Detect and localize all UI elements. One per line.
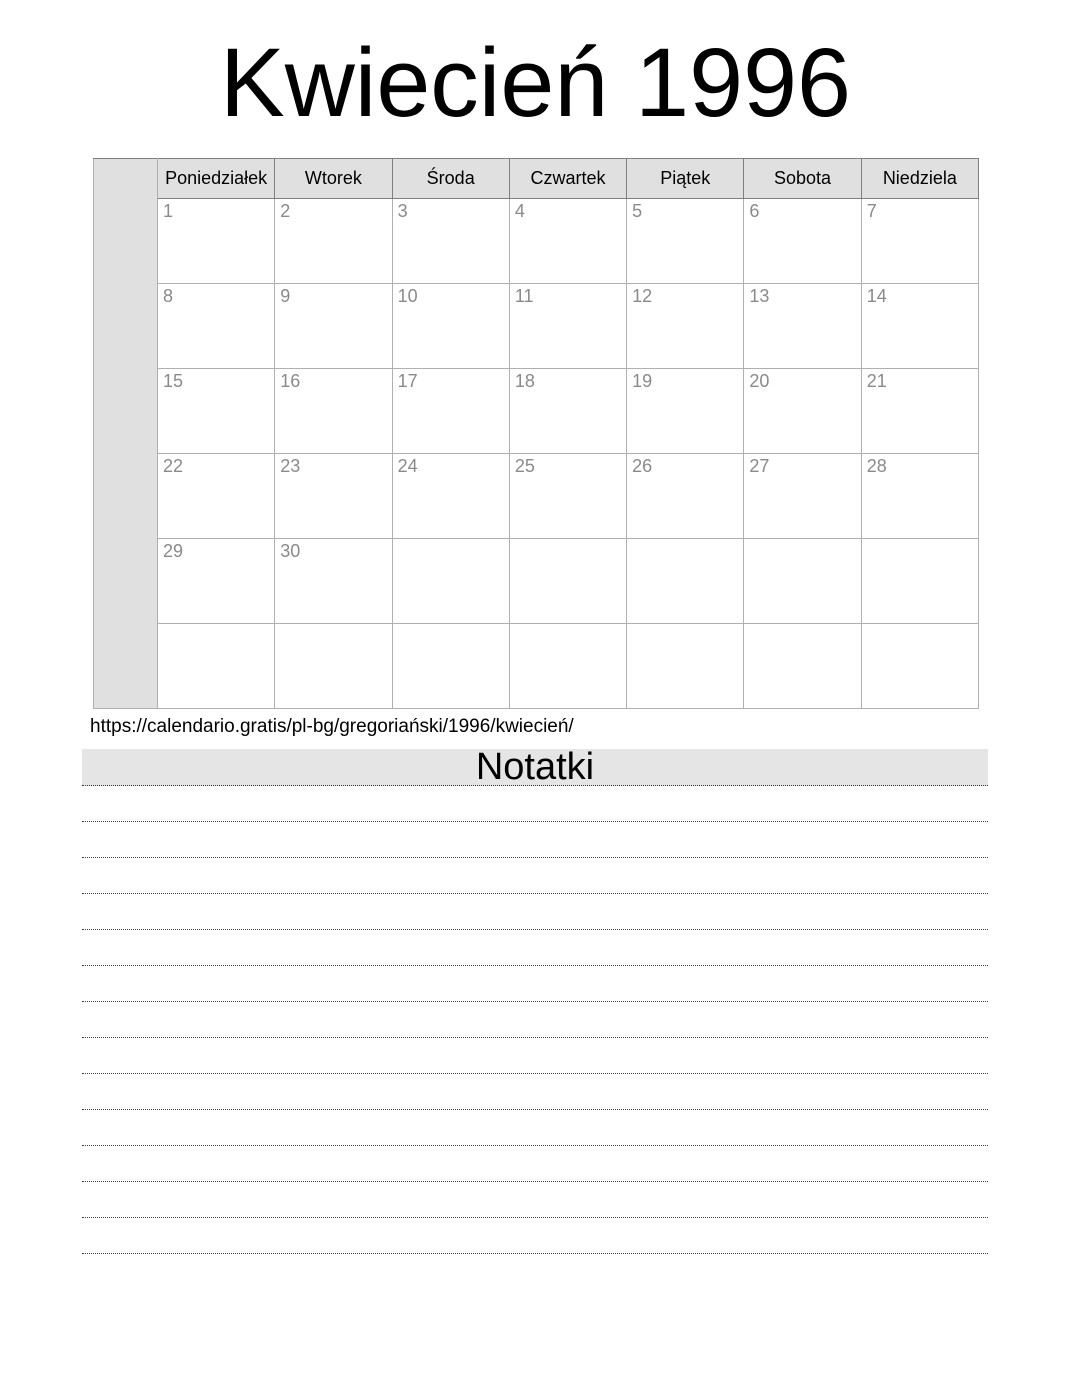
day-cell: 30 (275, 539, 392, 624)
week-row (94, 454, 979, 539)
day-cell: 9 (275, 284, 392, 369)
weekday-header-tuesday: Wtorek (275, 159, 392, 199)
day-cell: 5 (627, 199, 744, 284)
note-line (82, 786, 988, 822)
note-line (82, 1002, 988, 1038)
day-cell (275, 624, 392, 709)
week-row (94, 284, 979, 369)
source-url: https://calendario.gratis/pl-bg/gregoriański/1996/kwiecień/ (90, 716, 574, 737)
weekday-header-saturday: Sobota (744, 159, 861, 199)
calendar-table (93, 158, 979, 709)
day-cell (744, 539, 861, 624)
notes-title: Notatki (475, 746, 595, 788)
weekday-header-sunday: Niedziela (861, 159, 978, 199)
day-cell: 27 (744, 454, 861, 539)
week-row (94, 199, 979, 284)
day-cell: 25 (509, 454, 626, 539)
day-cell: 24 (392, 454, 509, 539)
day-cell: 13 (744, 284, 861, 369)
day-cell: 1 (158, 199, 275, 284)
note-line (82, 1110, 988, 1146)
note-line (82, 858, 988, 894)
day-cell: 8 (158, 284, 275, 369)
note-line (82, 1182, 988, 1218)
day-cell: 14 (861, 284, 978, 369)
weekday-header-monday: Poniedziałek (158, 159, 275, 199)
day-cell (158, 624, 275, 709)
day-cell: 17 (392, 369, 509, 454)
note-line (82, 1146, 988, 1182)
day-cell (627, 624, 744, 709)
week-row (94, 539, 979, 624)
day-cell (627, 539, 744, 624)
weekday-header-row (94, 159, 979, 199)
note-line (82, 966, 988, 1002)
day-cell: 23 (275, 454, 392, 539)
note-line (82, 1074, 988, 1110)
week-row (94, 369, 979, 454)
note-lines (82, 786, 988, 1254)
day-cell: 3 (392, 199, 509, 284)
notes-section (82, 746, 988, 1254)
day-cell: 10 (392, 284, 509, 369)
day-cell (392, 624, 509, 709)
day-cell: 11 (509, 284, 626, 369)
day-cell: 20 (744, 369, 861, 454)
day-cell: 12 (627, 284, 744, 369)
note-line (82, 894, 988, 930)
day-cell (861, 624, 978, 709)
day-cell: 18 (509, 369, 626, 454)
day-cell (392, 539, 509, 624)
day-cell: 28 (861, 454, 978, 539)
weekday-header-thursday: Czwartek (509, 159, 626, 199)
day-cell (509, 624, 626, 709)
day-cell (509, 539, 626, 624)
day-cell (861, 539, 978, 624)
day-cell: 21 (861, 369, 978, 454)
day-cell: 7 (861, 199, 978, 284)
weekday-header-wednesday: Środa (392, 159, 509, 199)
day-cell: 29 (158, 539, 275, 624)
week-side-column (94, 159, 158, 709)
week-row (94, 624, 979, 709)
notes-title-bar (82, 746, 988, 788)
day-cell: 22 (158, 454, 275, 539)
day-cell: 6 (744, 199, 861, 284)
note-line (82, 1038, 988, 1074)
day-cell: 15 (158, 369, 275, 454)
note-line (82, 930, 988, 966)
day-cell: 19 (627, 369, 744, 454)
day-cell: 26 (627, 454, 744, 539)
day-cell: 16 (275, 369, 392, 454)
day-cell: 4 (509, 199, 626, 284)
note-line (82, 822, 988, 858)
weekday-header-friday: Piątek (627, 159, 744, 199)
day-cell: 2 (275, 199, 392, 284)
note-line (82, 1218, 988, 1254)
day-cell (744, 624, 861, 709)
page-title: Kwiecień 1996 (220, 28, 851, 137)
